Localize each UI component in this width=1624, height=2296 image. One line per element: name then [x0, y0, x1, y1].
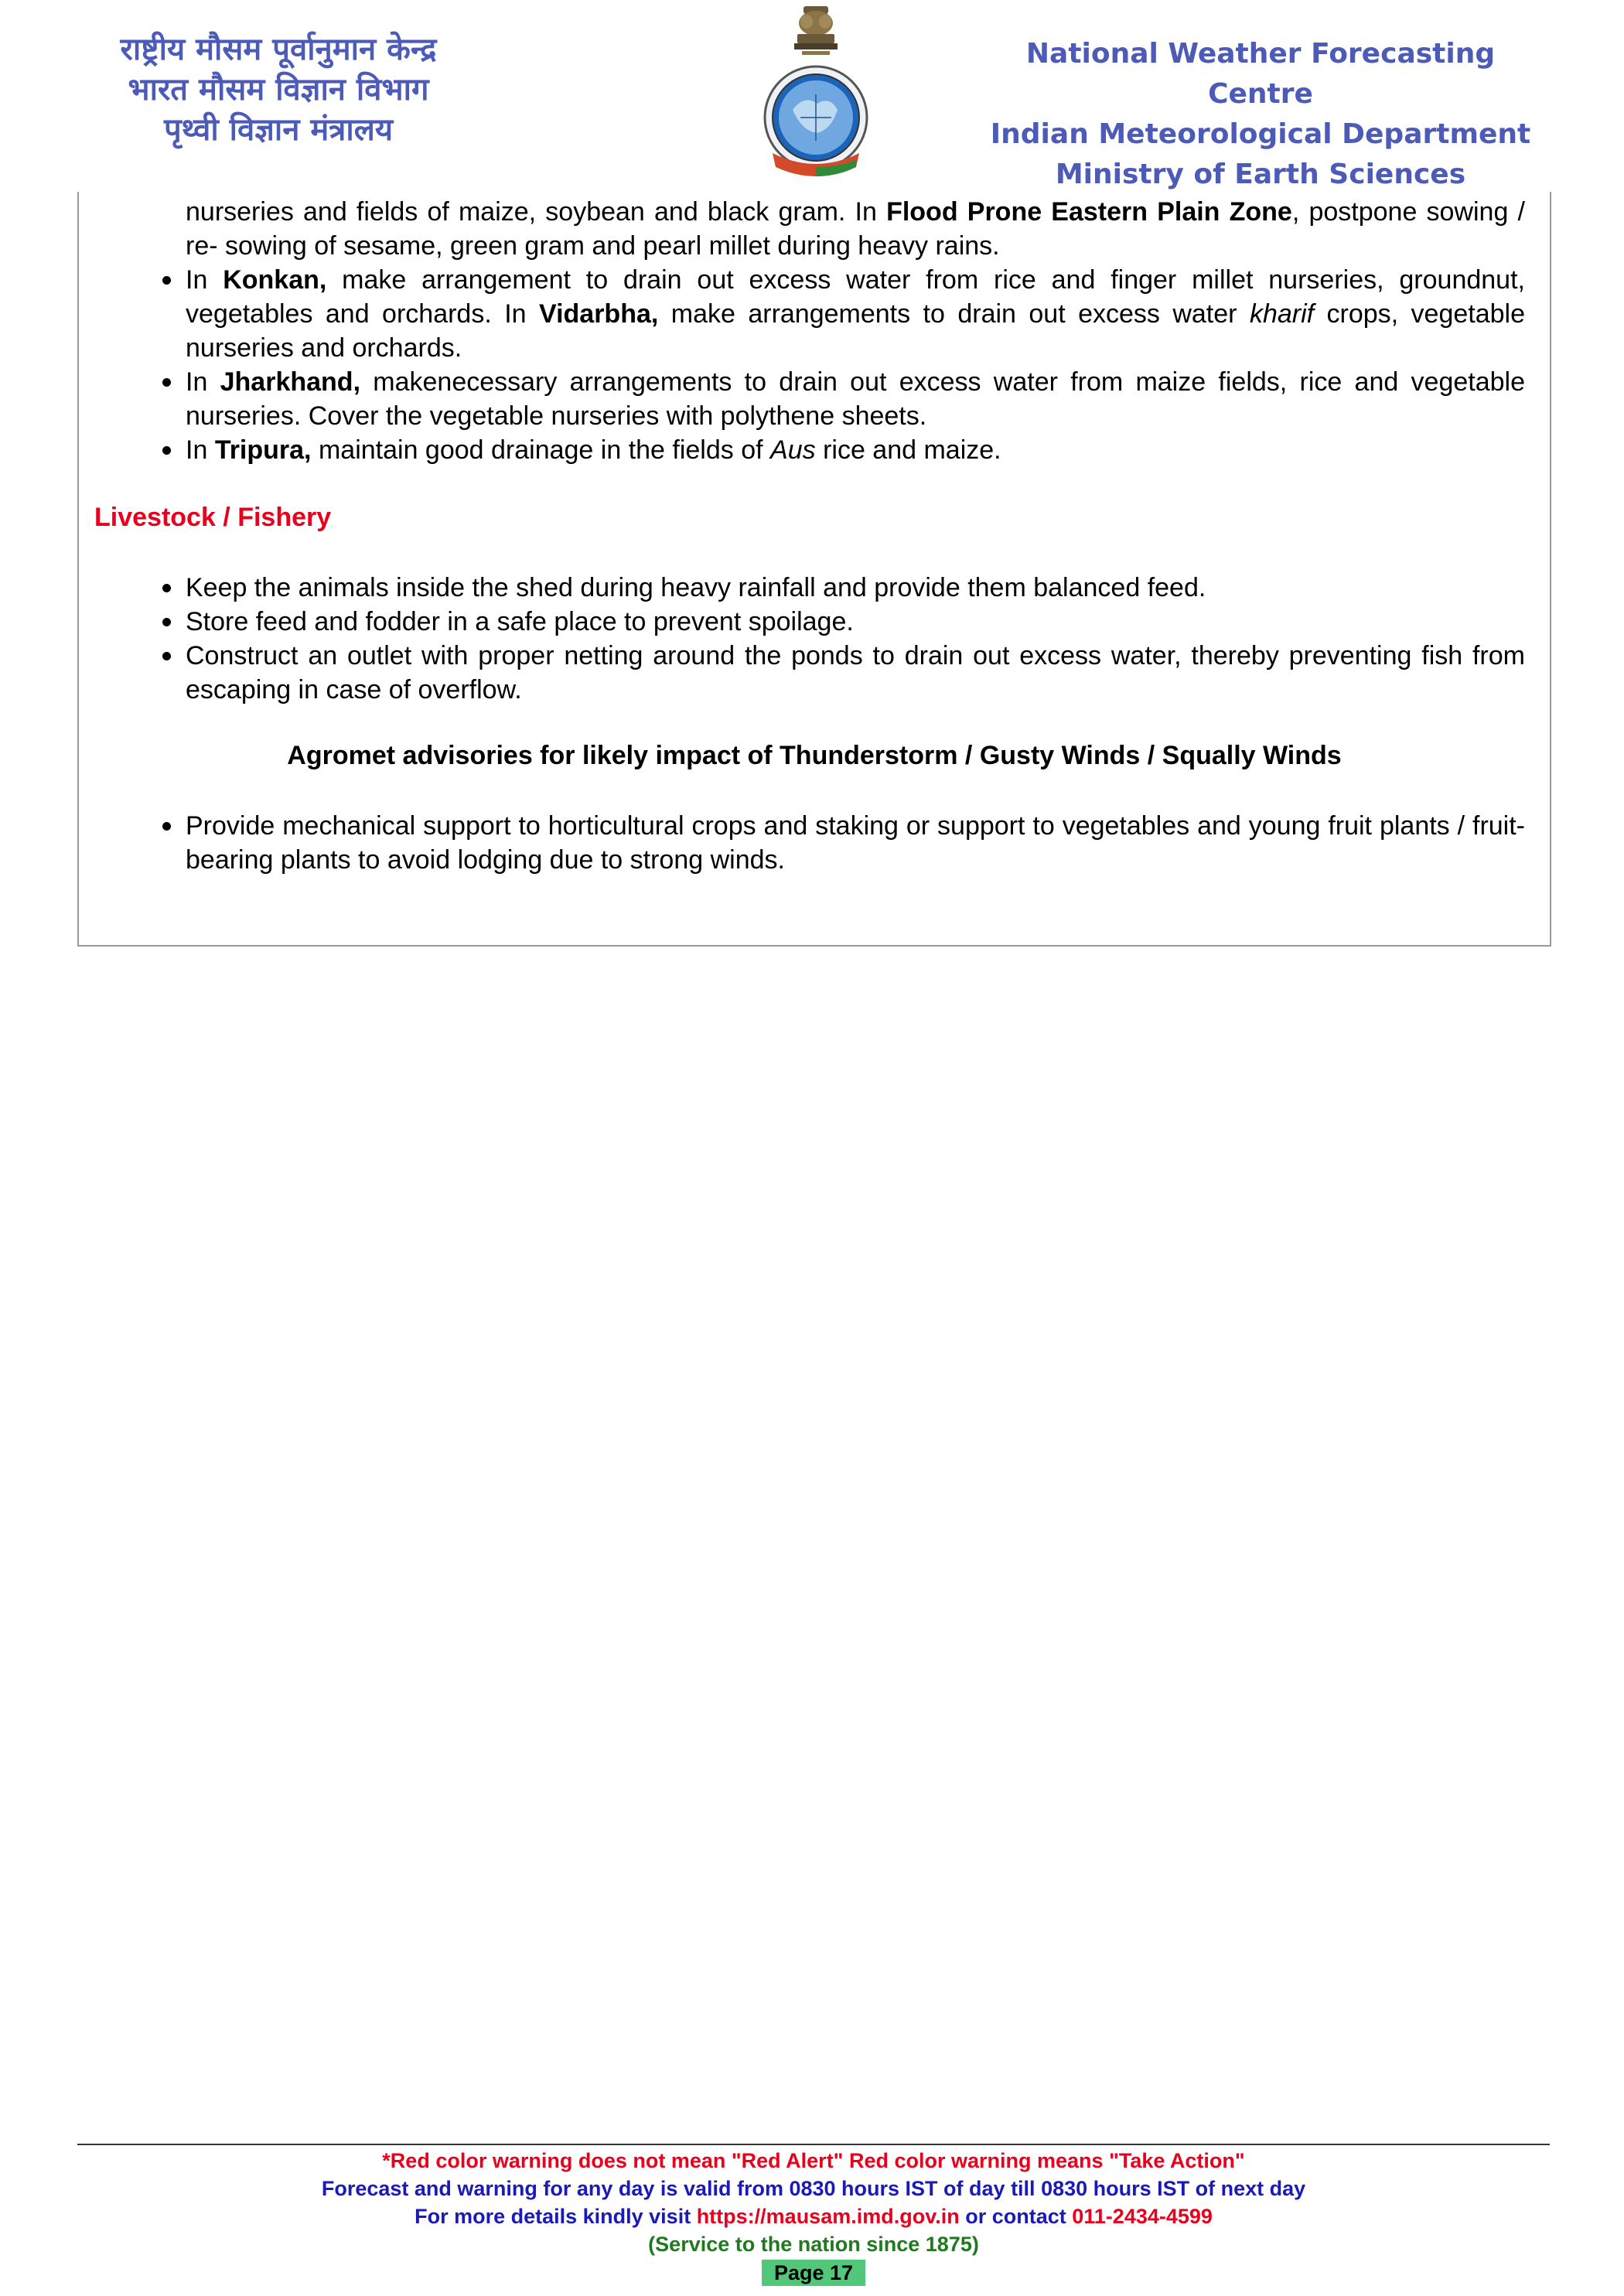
livestock-list [186, 571, 1525, 707]
english-header [974, 34, 1547, 195]
thunderstorm-list [186, 809, 1525, 877]
rain-advisory-list [186, 263, 1525, 467]
continued-bullet-text: nurseries and fields of maize, soybean and black gram. In Flood Prone Eastern Plain Zone, postpone sowing / re- sowing of sesame, green gram and pearl millet during heavy rains. [186, 197, 1525, 261]
english-line-2: Indian Meteorological Department [990, 118, 1531, 150]
english-line-3: Ministry of Earth Sciences [1055, 159, 1466, 190]
footer-warning-note: *Red color warning does not mean "Red Alert" Red color warning means "Take Action" [382, 2149, 1245, 2172]
hindi-header [62, 29, 495, 150]
list-item: Keep the animals inside the shed during heavy rainfall and provide them balanced feed. [186, 571, 1525, 605]
contact-phone: 011-2434-4599 [1072, 2205, 1213, 2228]
advisory-content-box [77, 192, 1551, 947]
footer-validity-note: Forecast and warning for any day is valid from 0830 hours IST of day till 0830 hours IST of next day [321, 2177, 1306, 2200]
footer-service-note: (Service to the nation since 1875) [648, 2233, 979, 2256]
footer [77, 2144, 1550, 2287]
livestock-heading: Livestock / Fishery [94, 503, 332, 532]
list-item: Provide mechanical support to horticultural crops and staking or support to vegetables and young fruit plants / fruit-bearing plants to avoid lodging due to strong winds. [186, 809, 1525, 877]
imd-emblem-icon [762, 2, 870, 184]
list-item: In Tripura, maintain good drainage in the fields of Aus rice and maize. [186, 433, 1525, 467]
zone-name: Flood Prone Eastern Plain Zone [886, 197, 1292, 227]
page-number-badge: Page 17 [762, 2260, 865, 2286]
hindi-line-1: राष्ट्रीय मौसम पूर्वानुमान केन्द्र [120, 32, 437, 67]
list-item: Construct an outlet with proper netting around the ponds to drain out excess water, thereby preventing fish from escaping in case of overflow. [186, 639, 1525, 707]
website-link[interactable]: https://mausam.imd.gov.in [696, 2205, 960, 2228]
hindi-line-2: भारत मौसम विज्ञान विभाग [128, 72, 429, 107]
english-line-1: National Weather Forecasting Centre [1025, 38, 1496, 110]
hindi-line-3: पृथ्वी विज्ञान मंत्रालय [163, 112, 394, 148]
list-item: Store feed and fodder in a safe place to prevent spoilage. [186, 605, 1525, 639]
thunderstorm-heading: Agromet advisories for likely impact of Thunderstorm / Gusty Winds / Squally Winds [287, 741, 1342, 770]
list-item: In Jharkhand, makenecessary arrangements to drain out excess water from maize fields, rice and vegetable nurseries. Cover the vegetable nurseries with polythene sheets. [186, 365, 1525, 433]
footer-contact-line: For more details kindly visit https://mausam.imd.gov.in or contact 011-2434-4599 [415, 2205, 1213, 2228]
list-item: In Konkan, make arrangement to drain out excess water from rice and finger millet nurseries, groundnut, vegetables and orchards. In Vidarbha, make arrangements to drain out excess water kharif crops, vegetable nurseries and orchards. [186, 263, 1525, 365]
